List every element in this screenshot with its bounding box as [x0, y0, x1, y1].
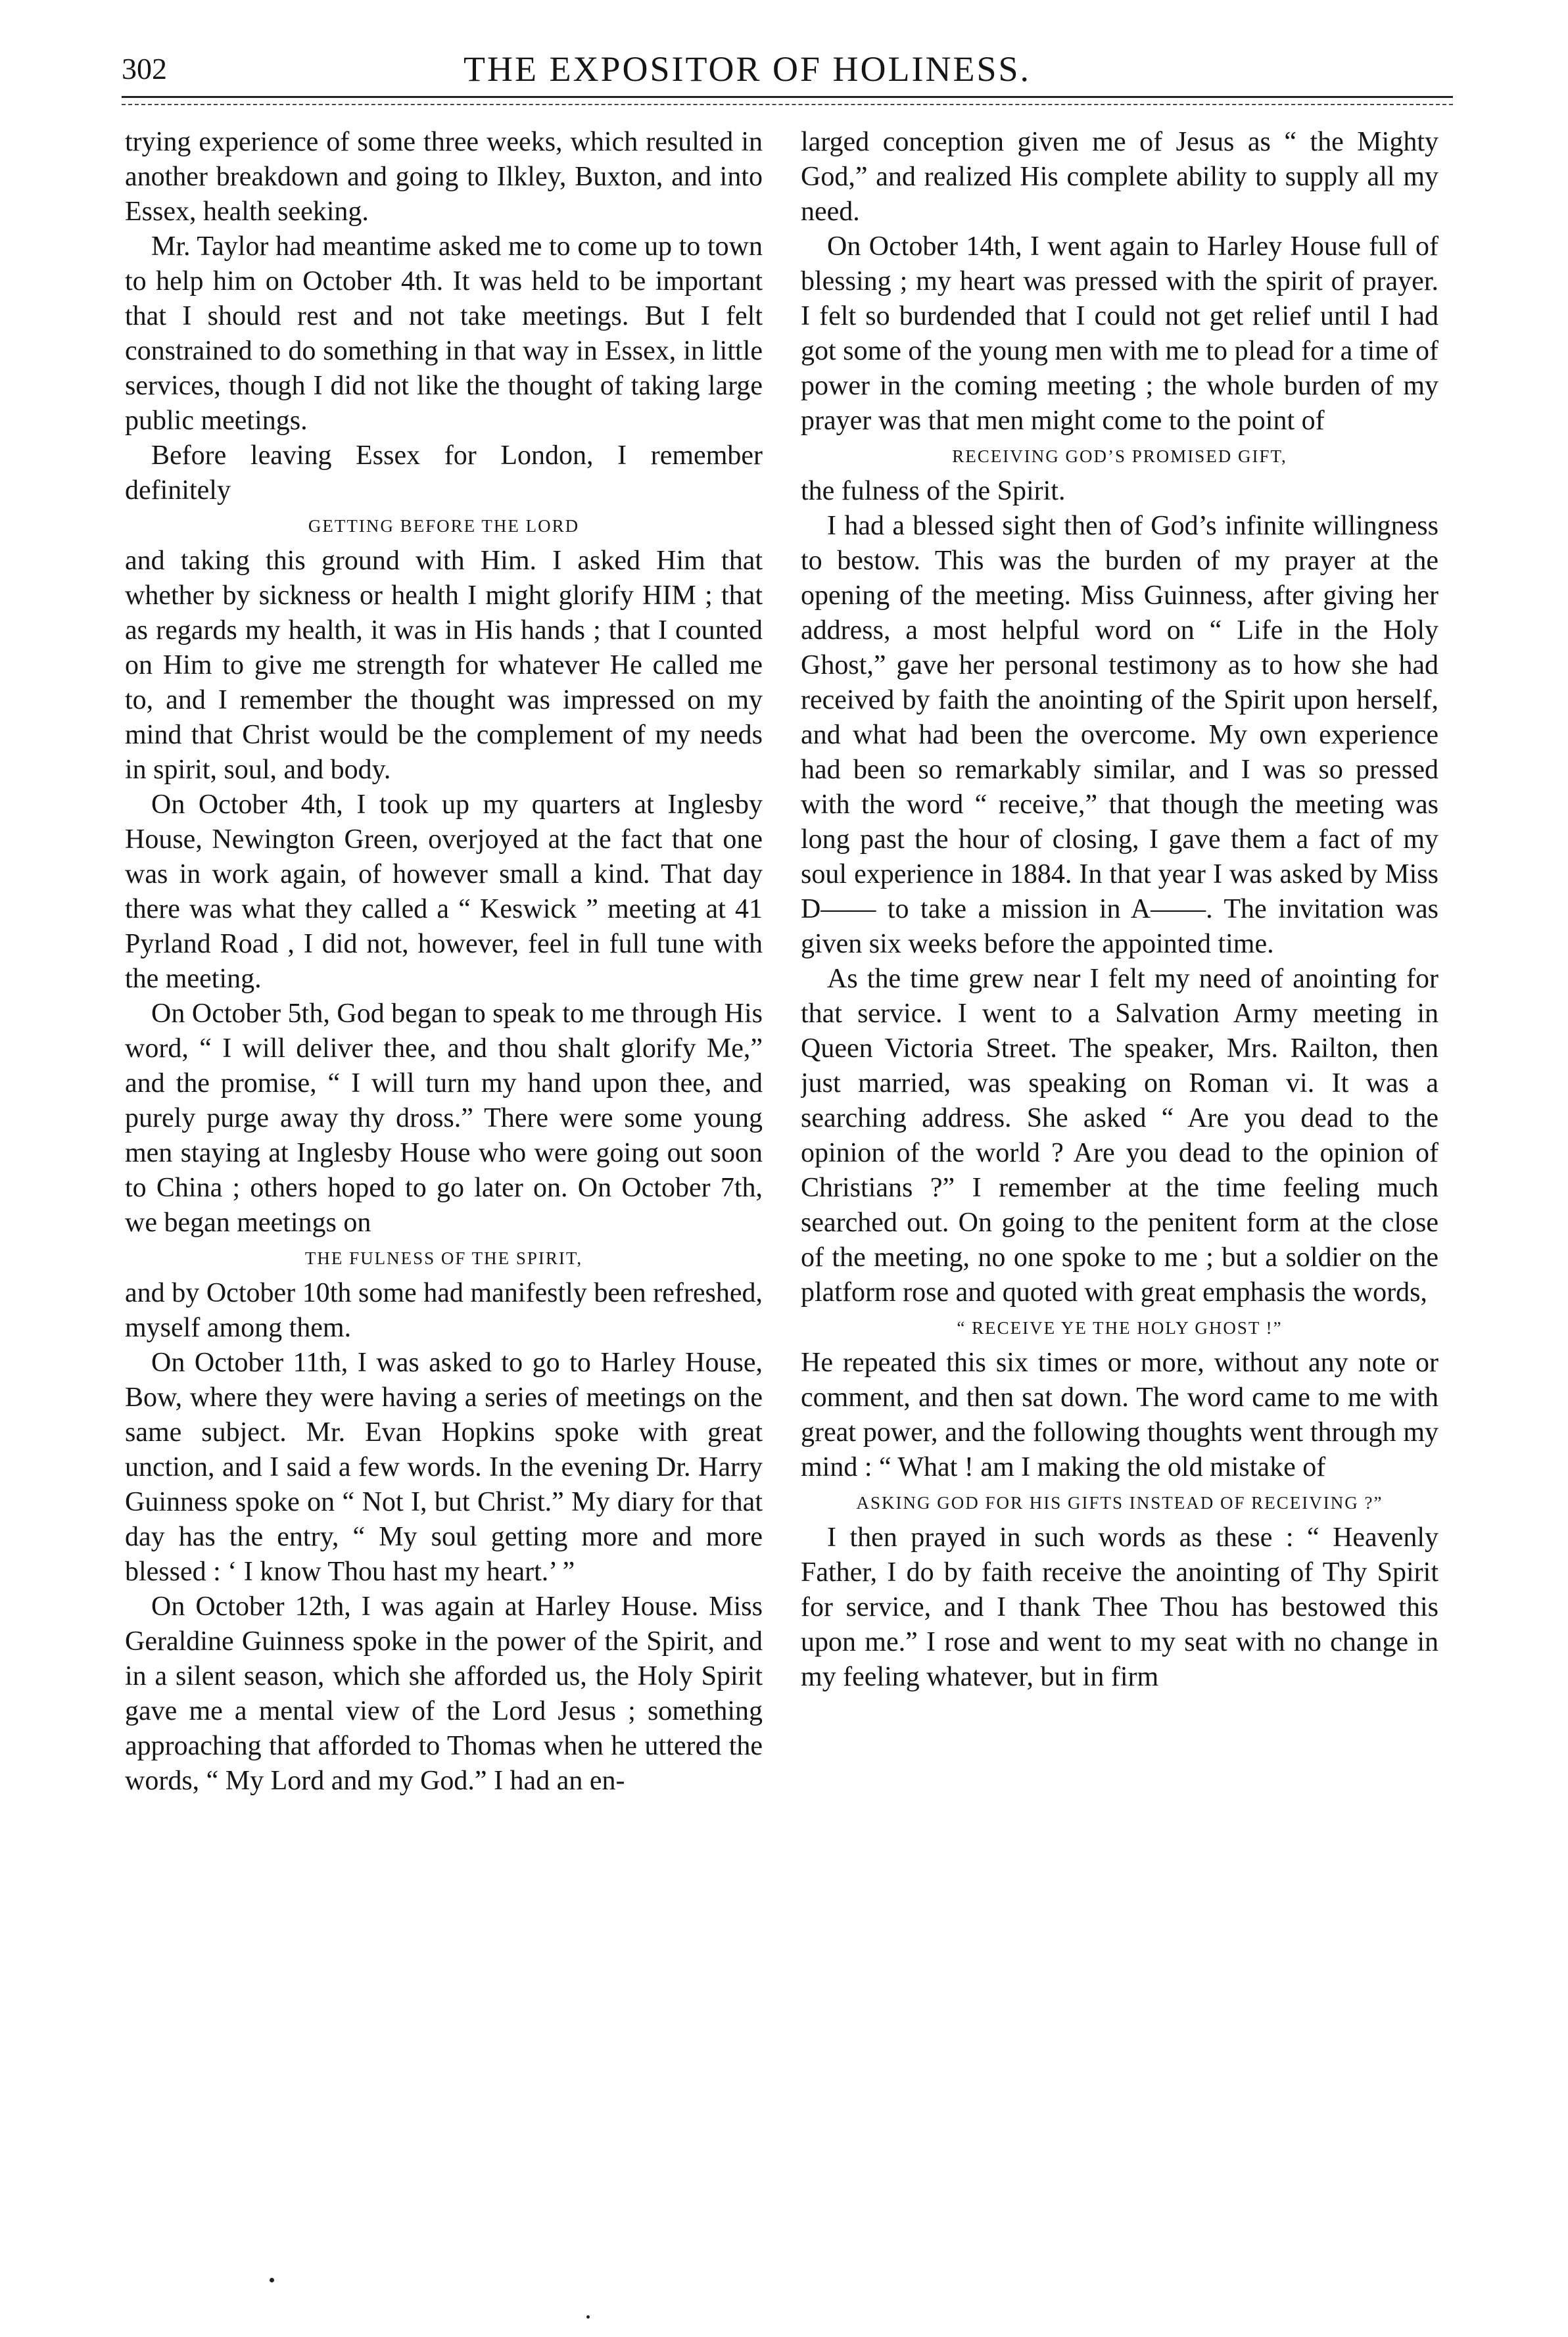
paragraph: trying experience of some three weeks, which resulted in another breakdown and going to Ilkley, Buxton, and into Essex, health seeking. [125, 127, 763, 227]
paragraph: and taking this ground with Him. I asked Him that whether by sickness or health I might glorify HIM ; that as regards my health, it was in His hands ; that I counted on Him to give me strength for whatever He called me to, and I remember the thought was impressed on my mind that Christ would be the complement of my needs in spirit, soul, and body. [125, 546, 763, 785]
header-rule [122, 96, 1453, 98]
subheading: RECEIVING GOD’S PROMISED GIFT, [952, 446, 1287, 466]
page-number: 302 [122, 52, 167, 85]
left-column [125, 125, 763, 2229]
paragraph: I had a blessed sight then of God’s infinite willingness to bestow. This was the burden of my prayer at the opening of the meeting. Miss Guinness, after giving her address, a most helpful word on “ Life in the Holy Ghost,” gave her personal testimony as to how she had received by faith the anointing of the Spirit upon herself, and what had been the overcome. My own experience had been so remarkably similar, and I was so pressed with the word “ receive,” that though the meeting was long past the hour of closing, I gave them a fact of my soul experience in 1884. In that year I was asked by Miss D—— to take a mission in A——. The invitation was given six weeks before the appointed time. [801, 511, 1438, 959]
page-header [122, 46, 1453, 99]
running-title: THE EXPOSITOR OF HOLINESS. [463, 49, 1032, 89]
paragraph: On October 4th, I took up my quarters at Inglesby House, Newington Green, overjoyed at the fact that one was in work again, of however small a kind. That day there was what they called a “ Keswick ” meeting at 41 Pyrland Road , I did not, however, feel in full tune with the meeting. [125, 790, 763, 994]
right-column [801, 125, 1438, 2229]
subheading: THE FULNESS OF THE SPIRIT, [304, 1248, 583, 1268]
subheading: “ RECEIVE YE THE HOLY GHOST !” [957, 1318, 1283, 1338]
paragraph: On October 5th, God began to speak to me through His word, “ I will deliver thee, and thou shalt glorify Me,” and the promise, “ I will turn my hand upon thee, and purely purge away thy dross.” There were some young men staying at Inglesby House who were going out soon to China ; others hoped to go later on. On October 7th, we began meetings on [125, 999, 763, 1238]
paragraph: the fulness of the Spirit. [801, 476, 1066, 506]
paragraph: Mr. Taylor had meantime asked me to come up to town to help him on October 4th. It was held to be important that I should rest and not take meetings. But I felt constrained to do something in that way in Essex, in little services, though I did not like the thought of taking large public meetings. [125, 231, 763, 436]
print-speck [270, 2278, 274, 2282]
paragraph: and by October 10th some had manifestly been refreshed, myself among them. [125, 1278, 763, 1343]
paragraph: On October 11th, I was asked to go to Harley House, Bow, where they were having a series of meetings on the same subject. Mr. Evan Hopkins spoke with great unction, and I said a few words. In the evening Dr. Harry Guinness spoke on “ Not I, but Christ.” My diary for that day has the entry, “ My soul getting more and more blessed : ‘ I know Thou hast my heart.’ ” [125, 1348, 763, 1587]
paragraph: On October 14th, I went again to Harley House full of blessing ; my heart was pressed with the spirit of prayer. I felt so burdended that I could not get relief until I had got some of the young men with me to plead for a time of power in the coming meeting ; the whole burden of my prayer was that men might come to the point of [801, 231, 1438, 436]
subheading: GETTING BEFORE THE LORD [308, 516, 580, 536]
paragraph: larged conception given me of Jesus as “ the Mighty God,” and realized His complete ability to supply all my need. [801, 127, 1438, 227]
paragraph: I then prayed in such words as these : “ Heavenly Father, I do by faith receive the anointing of Thy Spirit for service, and I thank Thee Thou has bestowed this upon me.” I rose and went to my seat with no change in my feeling whatever, but in firm [801, 1523, 1438, 1692]
paragraph: On October 12th, I was again at Harley House. Miss Geraldine Guinness spoke in the power of the Spirit, and in a silent season, which she afforded us, the Holy Spirit gave me a mental view of the Lord Jesus ; something approaching that afforded to Thomas when he uttered the words, “ My Lord and my God.” I had an en- [125, 1592, 763, 1796]
paragraph: Before leaving Essex for London, I remember definitely [125, 440, 763, 506]
print-speck [586, 2315, 590, 2319]
subheading: ASKING GOD FOR HIS GIFTS INSTEAD OF RECEIVING ?” [856, 1493, 1383, 1513]
paragraph: As the time grew near I felt my need of anointing for that service. I went to a Salvation Army meeting in Queen Victoria Street. The speaker, Mrs. Railton, then just married, was speaking on Roman vi. It was a searching address. She asked “ Are you dead to the opinion of the world ? Are you dead to the opinion of Christians ?” I remember at the time feeling much searched out. On going to the penitent form at the close of the meeting, no one spoke to me ; but a soldier on the platform rose and quoted with great emphasis the words, [801, 964, 1438, 1308]
header-rule-dashed [122, 104, 1453, 105]
paragraph: He repeated this six times or more, without any note or comment, and then sat down. The word came to me with great power, and the following thoughts went through my mind : “ What ! am I making the old mistake of [801, 1348, 1438, 1482]
